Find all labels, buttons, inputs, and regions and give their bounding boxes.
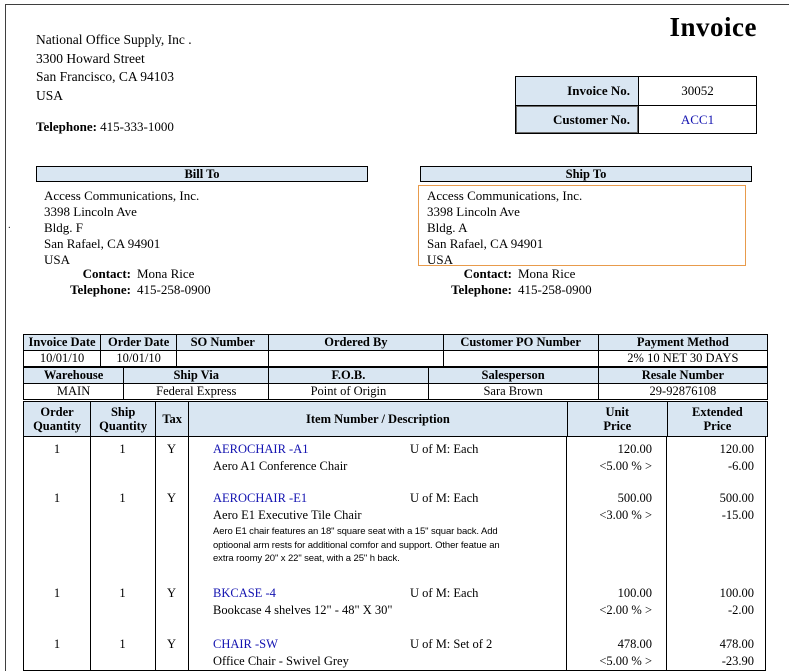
contact-label: Contact: xyxy=(82,266,131,281)
spacer-cell xyxy=(24,653,90,670)
info-header-cell: Payment Method xyxy=(598,335,767,351)
order-info-table-2 xyxy=(23,367,768,400)
unit-price: 120.00 xyxy=(617,442,652,456)
long-description-line: Aero E1 chair features an 18" square seat with a 15" squar back. Add xyxy=(213,526,498,537)
item-row xyxy=(24,490,765,566)
item-cell xyxy=(188,585,566,602)
invoice-date-value: 10/01/10 xyxy=(24,351,101,367)
items-header-cell: Ship Quantity xyxy=(91,402,156,437)
ship-address-line: Bldg. A xyxy=(427,220,468,235)
item-cell xyxy=(188,490,566,507)
item-description: Aero A1 Conference Chair xyxy=(213,459,348,473)
telephone-label: Telephone: xyxy=(451,282,512,297)
company-phone: 415-333-1000 xyxy=(100,119,174,134)
uom-text: U of M: Each xyxy=(410,442,479,456)
ship-address-line: San Rafael, CA 94901 xyxy=(427,236,544,251)
bill-address-line: San Rafael, CA 94901 xyxy=(44,236,161,251)
extended-price: 120.00 xyxy=(719,442,754,456)
customer-no-label[interactable]: Customer No. xyxy=(516,106,639,133)
item-number-link[interactable]: CHAIR -SW xyxy=(213,636,278,651)
items-header-cell: Extended Price xyxy=(667,402,767,437)
salesperson-value: Sara Brown xyxy=(428,384,598,400)
order-qty: 1 xyxy=(53,442,61,456)
spacer-cell xyxy=(155,653,188,670)
ship-qty: 1 xyxy=(119,491,126,505)
telephone-label: Telephone: xyxy=(36,119,97,134)
discount-percent: <5.00 % > xyxy=(599,653,652,668)
telephone-value: 415-258-0900 xyxy=(518,282,592,297)
item-cell xyxy=(188,441,566,458)
bill-to-header: Bill To xyxy=(36,166,368,182)
info-header-cell: Ship Via xyxy=(124,368,269,384)
bill-address-line: Access Communications, Inc. xyxy=(44,188,200,203)
ship-to-header: Ship To xyxy=(420,166,752,182)
company-address-line: 3300 Howard Street xyxy=(36,50,145,66)
items-header-cell: Tax xyxy=(156,402,189,437)
contact-value: Mona Rice xyxy=(137,266,195,281)
discount-amount: -2.00 xyxy=(727,602,754,617)
bill-address-line: 3398 Lincoln Ave xyxy=(44,204,137,219)
resale-number-value: 29-92876108 xyxy=(598,384,767,400)
ship-qty: 1 xyxy=(119,585,126,600)
spacer-cell xyxy=(90,653,155,670)
order-qty: 1 xyxy=(53,491,61,505)
ship-phone-row xyxy=(420,282,592,298)
invoice-no-value: 30052 xyxy=(681,83,714,98)
item-row xyxy=(24,585,765,619)
spacer-cell xyxy=(155,458,188,475)
column-divider xyxy=(566,437,567,670)
items-header-cell: Order Quantity xyxy=(24,402,91,437)
ship-to-contact-block xyxy=(420,266,592,298)
ship-address-line: Access Communications, Inc. xyxy=(427,188,583,203)
ship-to-address-box xyxy=(418,185,746,266)
ship-qty: 1 xyxy=(119,636,126,651)
item-number-link[interactable]: AEROCHAIR -E1 xyxy=(213,491,308,505)
item-row xyxy=(24,441,765,475)
extended-price: 500.00 xyxy=(719,491,754,505)
discount-percent: <3.00 % > xyxy=(599,508,652,522)
bill-contact-row xyxy=(36,266,211,282)
spacer-cell xyxy=(155,602,188,619)
uom-text: U of M: Each xyxy=(410,585,479,600)
so-number-value xyxy=(177,351,269,367)
bill-address-line: Bldg. F xyxy=(44,220,84,235)
order-qty: 1 xyxy=(53,585,61,600)
fob-value: Point of Origin xyxy=(269,384,428,400)
bill-to-contact-block xyxy=(36,266,211,298)
spacer-cell xyxy=(90,602,155,619)
ship-via-value: Federal Express xyxy=(124,384,269,400)
company-block xyxy=(36,31,192,105)
tax-flag: Y xyxy=(166,585,177,600)
item-number-link[interactable]: AEROCHAIR -A1 xyxy=(213,442,309,456)
spacer-cell xyxy=(24,458,90,475)
info-header-cell: SO Number xyxy=(177,335,269,351)
invoice-no-row xyxy=(516,77,756,105)
bill-to-address xyxy=(44,188,199,268)
long-description-line: extra roomy 20" x 22" seat, with a 25" h back. xyxy=(213,553,400,564)
discount-amount: -15.00 xyxy=(721,508,754,522)
ship-address-line: USA xyxy=(427,252,454,267)
column-divider xyxy=(90,437,91,670)
order-qty: 1 xyxy=(53,636,61,651)
item-description: Bookcase 4 shelves 12" - 48" X 30" xyxy=(213,602,393,617)
info-header-cell: Resale Number xyxy=(598,368,767,384)
spacer-cell xyxy=(90,507,155,524)
tax-flag: Y xyxy=(166,442,177,456)
line-items-header xyxy=(23,401,768,437)
contact-value: Mona Rice xyxy=(518,266,576,281)
spacer-cell xyxy=(155,507,188,524)
info-header-cell: Invoice Date xyxy=(24,335,101,351)
item-long-description xyxy=(213,525,573,566)
order-info-table-1 xyxy=(23,334,768,367)
customer-po-value xyxy=(443,351,598,367)
payment-method-value: 2% 10 NET 30 DAYS xyxy=(598,351,767,367)
discount-amount: -6.00 xyxy=(727,459,754,473)
company-address-line: San Francisco, CA 94103 xyxy=(36,69,174,84)
unit-price: 478.00 xyxy=(617,636,652,651)
item-description: Aero E1 Executive Tile Chair xyxy=(213,508,362,522)
invoice-number-box xyxy=(515,76,757,134)
items-header-cell: Unit Price xyxy=(567,402,667,437)
bill-phone-row xyxy=(36,282,211,298)
long-description-line: optioonal arm rests for additional comfor and support. Other featue an xyxy=(213,539,500,551)
ship-contact-row xyxy=(420,266,592,282)
extended-price: 100.00 xyxy=(719,585,754,600)
page-border-left xyxy=(5,4,6,671)
info-header-cell: F.O.B. xyxy=(269,368,428,384)
info-header-cell: Ordered By xyxy=(269,335,443,351)
customer-no-row xyxy=(516,105,756,133)
uom-text: U of M: Set of 2 xyxy=(410,636,493,651)
item-row xyxy=(24,636,765,670)
tax-flag: Y xyxy=(166,636,177,651)
column-divider xyxy=(666,437,667,670)
tax-flag: Y xyxy=(166,491,177,505)
contact-label: Contact: xyxy=(463,266,512,281)
warehouse-value: MAIN xyxy=(24,384,124,400)
item-number-link[interactable]: BKCASE -4 xyxy=(213,585,276,600)
ordered-by-value xyxy=(269,351,443,367)
invoice-no-label: Invoice No. xyxy=(516,77,639,105)
item-cell xyxy=(188,636,566,653)
info-header-cell: Customer PO Number xyxy=(443,335,598,351)
discount-amount: -23.90 xyxy=(721,653,754,668)
company-name: National Office Supply, Inc . xyxy=(36,32,192,47)
ship-address-line: 3398 Lincoln Ave xyxy=(427,204,520,219)
invoice-title: Invoice xyxy=(669,12,757,42)
uom-text: U of M: Each xyxy=(410,491,479,505)
discount-percent: <2.00 % > xyxy=(599,602,652,617)
unit-price: 100.00 xyxy=(617,585,652,600)
info-header-cell: Warehouse xyxy=(24,368,124,384)
unit-price: 500.00 xyxy=(617,491,652,505)
item-description: Office Chair - Swivel Grey xyxy=(213,653,349,668)
items-header-cell: Item Number / Description xyxy=(189,402,568,437)
company-phone-row xyxy=(36,119,174,135)
stray-mark: . xyxy=(8,219,11,231)
ship-qty: 1 xyxy=(119,442,126,456)
bill-address-line: USA xyxy=(44,252,71,267)
info-header-cell: Salesperson xyxy=(428,368,598,384)
column-divider xyxy=(155,437,156,670)
telephone-value: 415-258-0900 xyxy=(137,282,211,297)
order-date-value: 10/01/10 xyxy=(101,351,177,367)
company-address-line: USA xyxy=(36,87,64,103)
spacer-cell xyxy=(24,507,90,524)
discount-percent: <5.00 % > xyxy=(599,459,652,473)
line-items-body xyxy=(23,437,766,671)
info-header-cell: Order Date xyxy=(101,335,177,351)
page-border-top xyxy=(5,4,789,5)
extended-price: 478.00 xyxy=(719,636,754,651)
customer-no-link[interactable]: ACC1 xyxy=(680,111,715,127)
telephone-label: Telephone: xyxy=(70,282,131,297)
spacer-cell xyxy=(90,458,155,475)
spacer-cell xyxy=(24,602,90,619)
